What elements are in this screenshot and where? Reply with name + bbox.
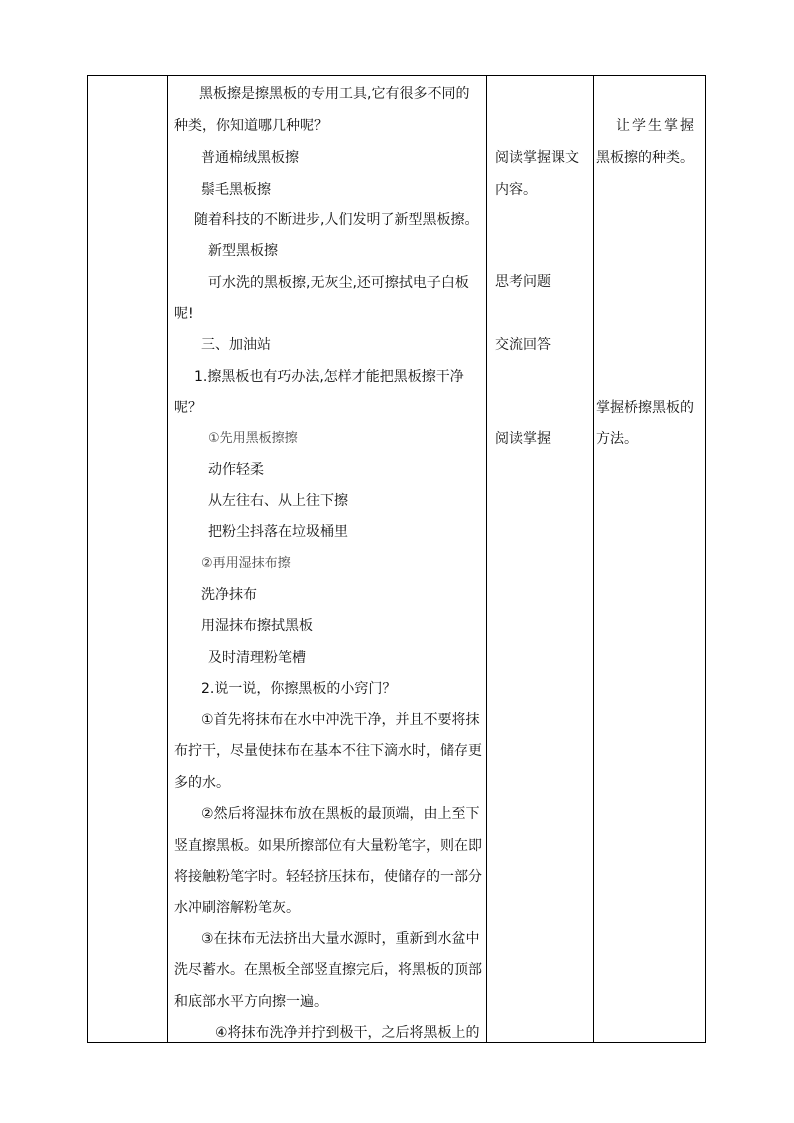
column-design-intent xyxy=(594,76,706,1042)
content-line: 布拧干，尽量使抹布在基本不往下滴水时，储存更 xyxy=(174,743,482,759)
content-line: 呢？ xyxy=(174,400,202,416)
column-student-activity xyxy=(487,76,593,1042)
lesson-table xyxy=(87,75,706,1043)
intent-line: 掌握桥擦黑板的 xyxy=(596,400,694,416)
activity-line: 思考问题 xyxy=(495,274,551,290)
activity-line: 阅读掌握课文 xyxy=(495,150,579,166)
content-line: 水冲刷溶解粉笔灰。 xyxy=(174,900,300,916)
content-line: 鬃毛黑板擦 xyxy=(201,182,271,198)
content-line: 随着科技的不断进步,人们发明了新型黑板擦。 xyxy=(194,212,479,228)
intent-line: 黑板擦的种类。 xyxy=(596,150,694,166)
intent-line: 方法。 xyxy=(596,431,638,447)
content-line: ②然后将湿抹布放在黑板的最顶端，由上至下 xyxy=(201,806,480,822)
activity-line: 阅读掌握 xyxy=(495,431,551,447)
column-teaching-content xyxy=(168,76,486,1042)
intent-line: 让学生掌握 xyxy=(616,118,696,134)
content-line: ②再用湿抹布擦 xyxy=(201,556,291,571)
content-line: 用湿抹布擦拭黑板 xyxy=(201,618,313,634)
activity-line: 内容。 xyxy=(495,182,537,198)
content-line: 种类，你知道哪几种呢？ xyxy=(174,118,328,134)
content-line: 把粉尘抖落在垃圾桶里 xyxy=(208,524,348,540)
content-line: 新型黑板擦 xyxy=(208,243,278,259)
content-line: 将接触粉笔字时。轻轻挤压抹布，使储存的一部分 xyxy=(174,869,482,885)
content-line: 呢! xyxy=(174,306,194,322)
content-line: 洗尽蓄水。在黑板全部竖直擦完后，将黑板的顶部 xyxy=(174,962,482,978)
content-line: 1.擦黑板也有巧办法,怎样才能把黑板擦干净 xyxy=(194,369,464,385)
content-line: 三、加油站 xyxy=(201,337,271,353)
content-line: ①首先将抹布在水中冲洗干净，并且不要将抹 xyxy=(201,712,480,728)
content-line: 从左往右、从上往下擦 xyxy=(208,493,348,509)
content-line: ④将抹布洗净并拧到极干，之后将黑板上的 xyxy=(215,1025,480,1041)
content-line: 及时清理粉笔槽 xyxy=(208,650,306,666)
content-line: 黑板擦是擦黑板的专用工具,它有很多不同的 xyxy=(199,86,470,102)
content-line: ①先用黑板擦擦 xyxy=(208,431,298,446)
content-line: 可水洗的黑板擦,无灰尘,还可擦拭电子白板 xyxy=(208,275,469,291)
content-line: 2.说一说，你擦黑板的小窍门？ xyxy=(201,681,397,697)
content-line: 普通棉绒黑板擦 xyxy=(201,150,299,166)
column-empty xyxy=(88,76,167,1042)
content-line: 洗净抹布 xyxy=(201,587,257,603)
content-line: ③在抹布无法挤出大量水源时，重新到水盆中 xyxy=(201,931,480,947)
activity-line: 交流回答 xyxy=(495,337,551,353)
content-line: 和底部水平方向擦一遍。 xyxy=(174,994,328,1010)
content-line: 竖直擦黑板。如果所擦部位有大量粉笔字，则在即 xyxy=(174,838,482,854)
content-line: 多的水。 xyxy=(174,775,230,791)
content-line: 动作轻柔 xyxy=(208,462,264,478)
